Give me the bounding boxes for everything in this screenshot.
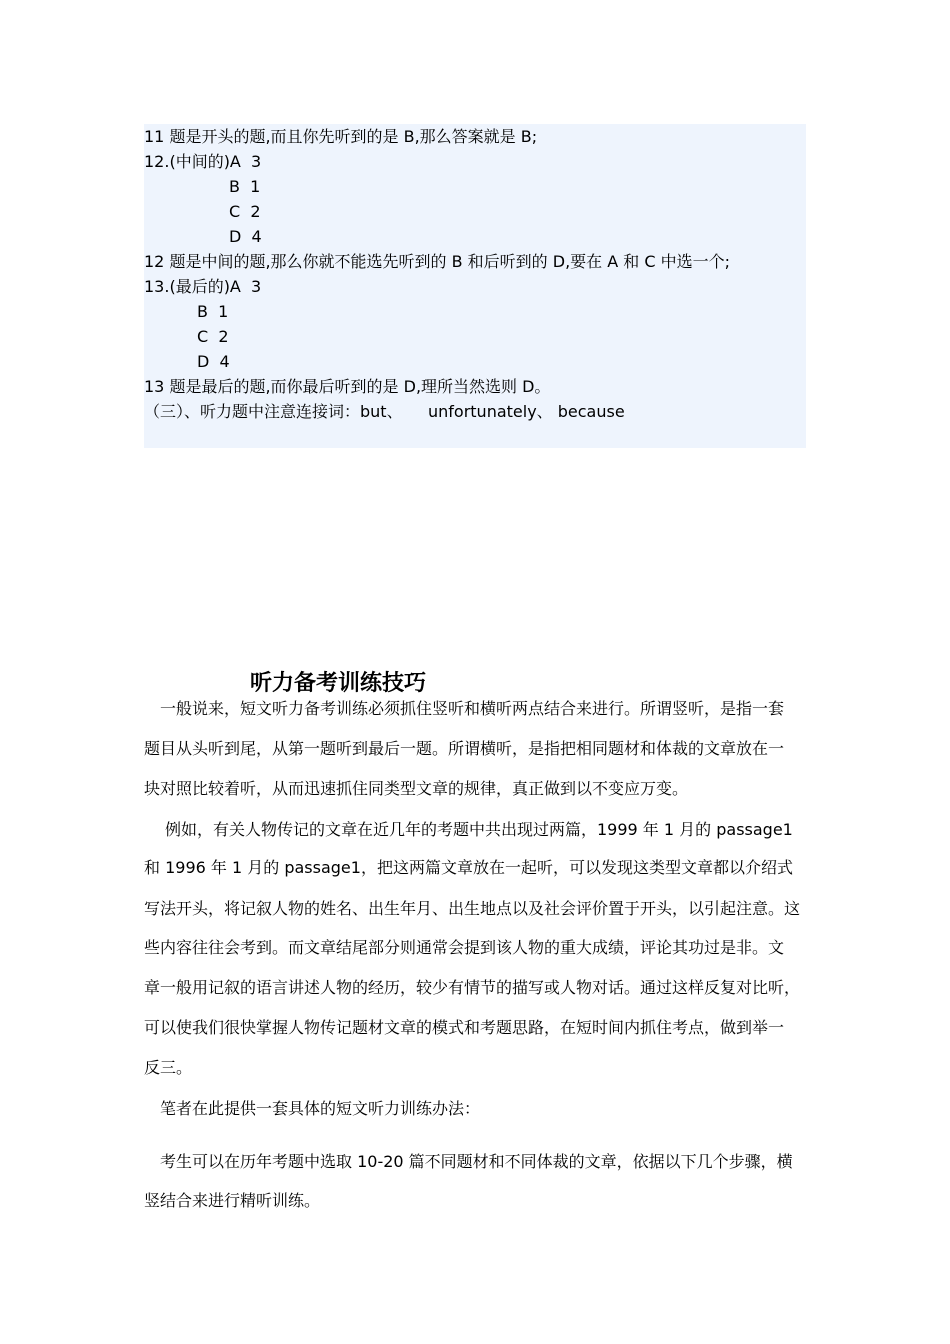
box-line-connectives: （三）、听力题中注意连接词：but、 unfortunately、 because bbox=[144, 402, 625, 421]
box-line-q13-option-b: B 1 bbox=[197, 302, 229, 321]
para4-line: 考生可以在历年考题中选取 10-20 篇不同题材和不同体裁的文章，依据以下几个步骤，横 bbox=[160, 1152, 793, 1171]
para2-line: 写法开头，将记叙人物的姓名、出生年月、出生地点以及社会评价置于开头，以引起注意。这 bbox=[144, 899, 801, 918]
para1-line: 题目从头听到尾，从第一题听到最后一题。所谓横听，是指把相同题材和体裁的文章放在一 bbox=[144, 739, 785, 758]
article-title: 听力备考训练技巧 bbox=[250, 671, 427, 696]
box-line-q12-option-c: C 2 bbox=[229, 202, 261, 221]
box-line-q11-explanation: 11 题是开头的题,而且你先听到的是 B,那么答案就是 B; bbox=[144, 127, 538, 146]
box-line-q12-option-b: B 1 bbox=[229, 177, 261, 196]
box-line-q13-explanation: 13 题是最后的题,而你最后听到的是 D,理所当然选则 D。 bbox=[144, 377, 551, 396]
para4-line: 竖结合来进行精听训练。 bbox=[144, 1191, 321, 1210]
box-line-q12-explanation: 12 题是中间的题,那么你就不能选先听到的 B 和后听到的 D,要在 A 和 C 中选一个; bbox=[144, 252, 731, 271]
para2-line: 可以使我们很快掌握人物传记题材文章的模式和考题思路，在短时间内抓住考点，做到举一 bbox=[144, 1018, 785, 1037]
box-line-q13-option-c: C 2 bbox=[197, 327, 229, 346]
para2-line: 章一般用记叙的语言讲述人物的经历，较少有情节的描写或人物对话。通过这样反复对比听， bbox=[144, 978, 801, 997]
para2-line: 反三。 bbox=[144, 1058, 193, 1077]
para3-line: 笔者在此提供一套具体的短文听力训练办法： bbox=[160, 1099, 481, 1118]
para2-line: 些内容往往会考到。而文章结尾部分则通常会提到该人物的重大成绩，评论其功过是非。文 bbox=[144, 938, 785, 957]
para1-line: 一般说来，短文听力备考训练必须抓住竖听和横听两点结合来进行。所谓竖听，是指一套 bbox=[160, 699, 785, 718]
box-line-q13-option-a: 13.(最后的)A 3 bbox=[144, 277, 262, 296]
box-line-q12-option-d: D 4 bbox=[229, 227, 262, 246]
para2-line: 和 1996 年 1 月的 passage1，把这两篇文章放在一起听，可以发现这类型文章都以介绍式 bbox=[144, 858, 793, 877]
para1-line: 块对照比较着听，从而迅速抓住同类型文章的规律，真正做到以不变应万变。 bbox=[144, 779, 689, 798]
box-line-q13-option-d: D 4 bbox=[197, 352, 230, 371]
para2-line: 例如，有关人物传记的文章在近几年的考题中共出现过两篇，1999 年 1 月的 passage1 bbox=[165, 820, 793, 839]
box-line-q12-option-a: 12.(中间的)A 3 bbox=[144, 152, 262, 171]
